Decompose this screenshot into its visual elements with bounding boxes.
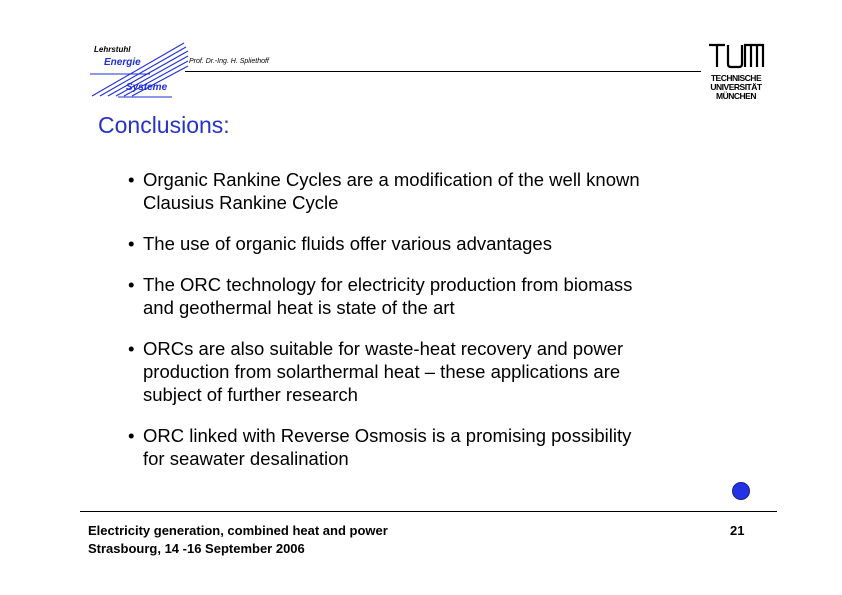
slide-title: Conclusions:: [98, 112, 230, 138]
tum-logo-mark: [707, 42, 765, 70]
tum-line-1: TECHNISCHE: [710, 73, 762, 83]
bullet-text-line: • The ORC technology for electricity production from biomass: [143, 274, 633, 295]
bullet-text-line: • ORC linked with Reverse Osmosis is a promising possibility: [143, 425, 632, 446]
footer-divider: [80, 511, 777, 512]
bullet-text-line: • The use of organic fluids offer various advantages: [143, 233, 552, 254]
tum-line-3: MÜNCHEN: [716, 91, 756, 101]
tum-logo: [707, 42, 765, 102]
chair-logo: [88, 40, 198, 102]
bullet-list: [128, 168, 718, 488]
professor-name: Prof. Dr.-Ing. H. Spliethoff: [189, 58, 269, 65]
navigation-dot-button[interactable]: [732, 482, 750, 500]
bullet-item: [128, 273, 718, 319]
logo-systeme-text: Systeme: [126, 82, 168, 93]
bullet-text-line: Clausius Rankine Cycle: [143, 192, 339, 213]
bullet-text-line: and geothermal heat is state of the art: [143, 297, 455, 318]
footer-event-location-date: Strasbourg, 14 -16 September 2006: [88, 541, 305, 556]
logo-energie-text: Energie: [104, 57, 141, 68]
bullet-text-line: for seawater desalination: [143, 448, 349, 469]
bullet-item: [128, 168, 718, 214]
tum-line-2: UNIVERSITÄT: [710, 82, 762, 92]
bullet-text-line: • ORCs are also suitable for waste-heat recovery and power: [143, 338, 624, 359]
bullet-item: [128, 337, 718, 406]
bullet-item: [128, 232, 718, 255]
logo-lehrstuhl-text: Lehrstuhl: [94, 45, 131, 54]
page-number: 21: [730, 523, 745, 538]
bullet-text-line: subject of further research: [143, 384, 358, 405]
footer-event-title: Electricity generation, combined heat and power: [88, 523, 388, 538]
bullet-item: [128, 424, 718, 470]
bullet-text-line: • Organic Rankine Cycles are a modification of the well known: [143, 169, 640, 190]
header-divider: [185, 71, 701, 72]
bullet-text-line: production from solarthermal heat – these applications are: [143, 361, 621, 382]
